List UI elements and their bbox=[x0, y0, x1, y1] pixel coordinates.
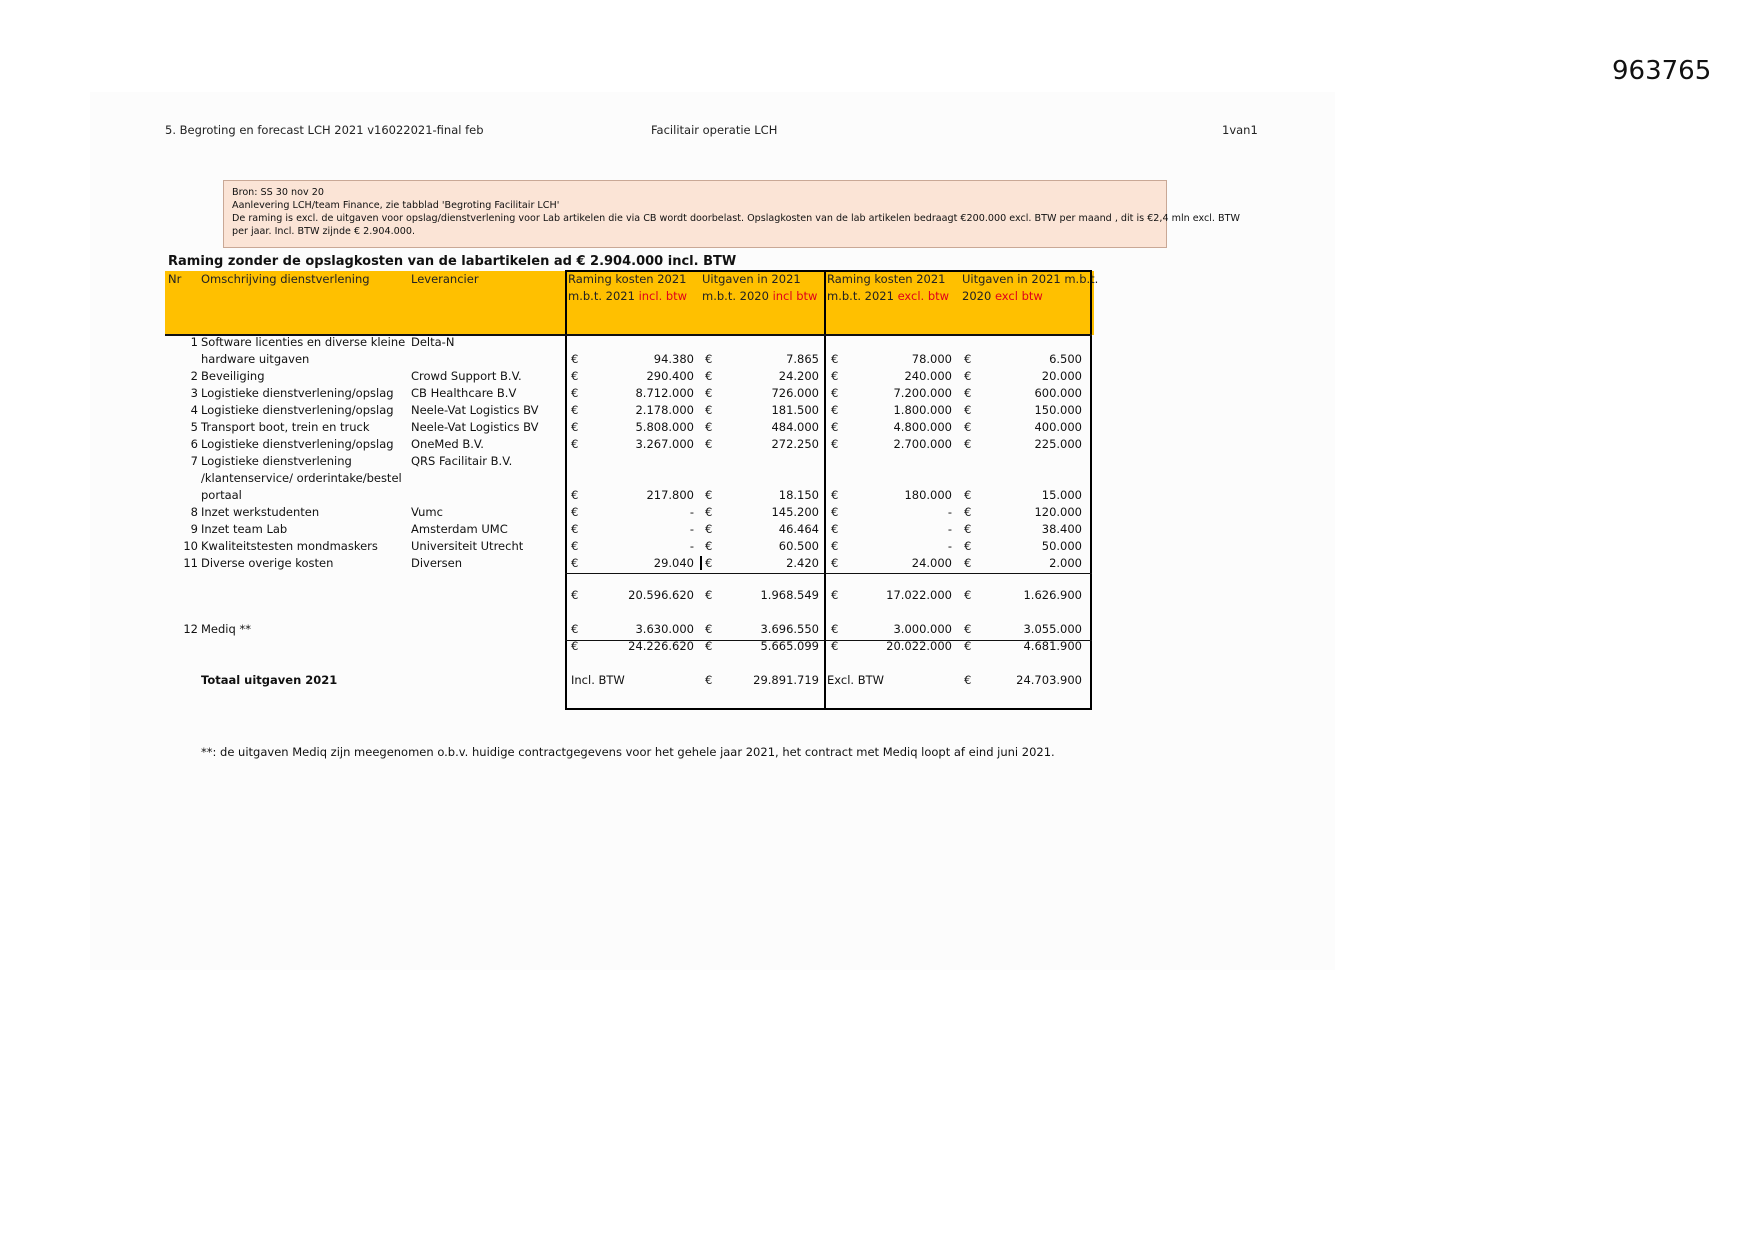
col-header-raming-excl-line2: m.b.t. 2021 excl. btw bbox=[827, 289, 950, 303]
row-euro-1: € bbox=[571, 352, 579, 366]
row-euro-3: € bbox=[831, 352, 839, 366]
subtotal-row bbox=[0, 587, 1100, 604]
table-row bbox=[0, 368, 1100, 385]
table-row bbox=[0, 538, 1100, 555]
row-description: /klantenservice/ orderintake/bestel bbox=[201, 471, 402, 485]
row-euro-3: € bbox=[831, 505, 839, 519]
mediq-euro-3: € bbox=[831, 622, 839, 636]
row-c4-value: 6.500 bbox=[1049, 352, 1082, 366]
row-euro-1: € bbox=[571, 403, 579, 417]
note-line-2: Aanlevering LCH/team Finance, zie tabblad 'Begroting Facilitair LCH' bbox=[232, 200, 560, 211]
mediq-euro-4: € bbox=[964, 622, 972, 636]
table-row bbox=[0, 453, 1100, 504]
note-line-3: De raming is excl. de uitgaven voor opslag/dienstverlening voor Lab artikelen die via CB wordt doorbelast. Opslagkosten van de lab artikelen bedraagt €200.000 excl. BTW per maand , dit is €2,4 mln excl. BTW bbox=[232, 213, 1240, 224]
row-euro-3: € bbox=[831, 539, 839, 553]
row-description: Software licenties en diverse kleine bbox=[201, 335, 406, 349]
row-c3-value: 78.000 bbox=[911, 352, 952, 366]
mediq-c1-value: 3.630.000 bbox=[635, 622, 694, 636]
row-euro-4: € bbox=[964, 522, 972, 536]
row-number: 2 bbox=[190, 369, 198, 383]
row-c3-value: 7.200.000 bbox=[893, 386, 952, 400]
row-description: Logistieke dienstverlening/opslag bbox=[201, 386, 394, 400]
row-euro-3: € bbox=[831, 403, 839, 417]
table-row bbox=[0, 504, 1100, 521]
row-euro-2: € bbox=[705, 369, 713, 383]
row-description: portaal bbox=[201, 488, 242, 502]
row-euro-3: € bbox=[831, 386, 839, 400]
mediq-row bbox=[0, 621, 1100, 638]
row-c4-value: 600.000 bbox=[1034, 386, 1082, 400]
row-euro-2: € bbox=[705, 352, 713, 366]
grand-total-excl-label: Excl. BTW bbox=[827, 673, 884, 687]
total-row bbox=[0, 638, 1100, 655]
row-c1-value: 8.712.000 bbox=[635, 386, 694, 400]
row-c2-value: 272.250 bbox=[771, 437, 819, 451]
table-row bbox=[0, 555, 1100, 572]
row-euro-1: € bbox=[571, 556, 579, 570]
row-euro-1: € bbox=[571, 369, 579, 383]
row-euro-1: € bbox=[571, 539, 579, 553]
row-supplier: Amsterdam UMC bbox=[411, 522, 508, 536]
subtotal-euro-4: € bbox=[964, 588, 972, 602]
row-c3-value: - bbox=[947, 539, 952, 553]
mediq-c2-value: 3.696.550 bbox=[760, 622, 819, 636]
row-number: 6 bbox=[190, 437, 198, 451]
row-c4-value: 15.000 bbox=[1041, 488, 1082, 502]
header-filename: 5. Begroting en forecast LCH 2021 v16022021-final feb bbox=[165, 123, 484, 137]
row-supplier: Crowd Support B.V. bbox=[411, 369, 522, 383]
row-c3-value: - bbox=[947, 505, 952, 519]
source-note bbox=[223, 180, 1240, 248]
row-description: Logistieke dienstverlening bbox=[201, 454, 352, 468]
row-amounts bbox=[0, 402, 1100, 419]
row-c2-value: 7.865 bbox=[786, 352, 819, 366]
row-euro-1: € bbox=[571, 505, 579, 519]
row-euro-2: € bbox=[705, 420, 713, 434]
row-description: Beveiliging bbox=[201, 369, 265, 383]
table-title: Raming zonder de opslagkosten van de labartikelen ad € 2.904.000 incl. BTW bbox=[168, 254, 737, 269]
row-c3-value: - bbox=[947, 522, 952, 536]
row-c3-value: 4.800.000 bbox=[893, 420, 952, 434]
row-amounts bbox=[0, 538, 1100, 555]
header-page-number: 1van1 bbox=[1222, 123, 1258, 137]
row-c4-value: 225.000 bbox=[1034, 437, 1082, 451]
subtotal-top-border bbox=[565, 573, 1092, 574]
row-euro-3: € bbox=[831, 420, 839, 434]
row-c2-value: 60.500 bbox=[778, 539, 819, 553]
row-euro-4: € bbox=[964, 386, 972, 400]
grand-total-incl-label: Incl. BTW bbox=[571, 673, 625, 687]
mediq-c3-value: 3.000.000 bbox=[893, 622, 952, 636]
row-c1-value: 217.800 bbox=[646, 488, 694, 502]
total-euro-4: € bbox=[964, 639, 972, 653]
table-row bbox=[0, 419, 1100, 436]
row-c4-value: 38.400 bbox=[1041, 522, 1082, 536]
grand-total-incl-value: 29.891.719 bbox=[753, 673, 819, 687]
row-euro-4: € bbox=[964, 556, 972, 570]
col-header-omschrijving: Omschrijving dienstverlening bbox=[201, 272, 370, 286]
total-c4-value: 4.681.900 bbox=[1023, 639, 1082, 653]
row-description: Inzet werkstudenten bbox=[201, 505, 320, 519]
row-euro-4: € bbox=[964, 369, 972, 383]
row-description: Logistieke dienstverlening/opslag bbox=[201, 437, 394, 451]
col-header-nr: Nr bbox=[168, 272, 182, 286]
row-euro-3: € bbox=[831, 437, 839, 451]
subtotal-c2-value: 1.968.549 bbox=[760, 588, 819, 602]
row-number: 8 bbox=[190, 505, 198, 519]
col-header-raming-incl-line2: m.b.t. 2021 incl. btw bbox=[568, 289, 688, 303]
row-c2-value: 46.464 bbox=[778, 522, 819, 536]
row-c4-value: 20.000 bbox=[1041, 369, 1082, 383]
row-euro-4: € bbox=[964, 437, 972, 451]
row-supplier: Neele-Vat Logistics BV bbox=[411, 403, 539, 417]
row-c1-value: 2.178.000 bbox=[635, 403, 694, 417]
row-description: Logistieke dienstverlening/opslag bbox=[201, 403, 394, 417]
col-header-uitgaven-excl-line2: 2020 excl btw bbox=[962, 289, 1043, 303]
total-euro-1: € bbox=[571, 639, 579, 653]
row-c2-value: 145.200 bbox=[771, 505, 819, 519]
row-description: Diverse overige kosten bbox=[201, 556, 334, 570]
table-row bbox=[0, 402, 1100, 419]
row-euro-2: € bbox=[705, 386, 713, 400]
row-euro-3: € bbox=[831, 488, 839, 502]
subtotal-c4-value: 1.626.900 bbox=[1023, 588, 1082, 602]
row-euro-4: € bbox=[964, 420, 972, 434]
row-c3-value: 1.800.000 bbox=[893, 403, 952, 417]
header-sheet-name: Facilitair operatie LCH bbox=[651, 123, 778, 137]
col-header-uitgaven-excl-line1: Uitgaven in 2021 m.b.t. bbox=[962, 272, 1099, 286]
row-euro-1: € bbox=[571, 488, 579, 502]
total-euro-2: € bbox=[705, 639, 713, 653]
row-euro-2: € bbox=[705, 505, 713, 519]
row-c2-value: 2.420 bbox=[786, 556, 819, 570]
row-c2-value: 24.200 bbox=[778, 369, 819, 383]
row-number: 10 bbox=[183, 539, 198, 553]
grand-total-excl-value: 24.703.900 bbox=[1016, 673, 1082, 687]
grand-total-row bbox=[0, 672, 1100, 689]
table-row bbox=[0, 521, 1100, 538]
row-euro-3: € bbox=[831, 556, 839, 570]
row-description: Inzet team Lab bbox=[201, 522, 288, 536]
row-c1-value: - bbox=[689, 522, 694, 536]
grand-total-label: Totaal uitgaven 2021 bbox=[201, 673, 338, 687]
row-euro-4: € bbox=[964, 488, 972, 502]
row-number: 3 bbox=[190, 386, 198, 400]
row-c2-value: 18.150 bbox=[778, 488, 819, 502]
row-euro-3: € bbox=[831, 522, 839, 536]
row-c2-value: 726.000 bbox=[771, 386, 819, 400]
document-number: 963765 bbox=[1612, 56, 1712, 86]
row-amounts bbox=[0, 419, 1100, 436]
row-c1-value: 5.808.000 bbox=[635, 420, 694, 434]
row-c3-value: 2.700.000 bbox=[893, 437, 952, 451]
mediq-euro-2: € bbox=[705, 622, 713, 636]
row-euro-1: € bbox=[571, 522, 579, 536]
table-row bbox=[0, 385, 1100, 402]
row-c1-value: 29.040 bbox=[653, 556, 694, 570]
row-c4-value: 2.000 bbox=[1049, 556, 1082, 570]
subtotal-c3-value: 17.022.000 bbox=[886, 588, 952, 602]
row-number: 1 bbox=[190, 335, 198, 349]
row-euro-2: € bbox=[705, 437, 713, 451]
row-number: 11 bbox=[183, 556, 198, 570]
row-amounts bbox=[0, 368, 1100, 385]
col-header-raming-excl-line1: Raming kosten 2021 bbox=[827, 272, 946, 286]
row-euro-2: € bbox=[705, 539, 713, 553]
row-number: 4 bbox=[190, 403, 198, 417]
footnote: **: de uitgaven Mediq zijn meegenomen o.b.v. huidige contractgegevens voor het gehele jaar 2021, het contract met Mediq loopt af eind juni 2021. bbox=[201, 745, 1055, 759]
row-c1-value: - bbox=[689, 505, 694, 519]
row-number: 9 bbox=[190, 522, 198, 536]
row-supplier: Vumc bbox=[411, 505, 443, 519]
row-number: 5 bbox=[190, 420, 198, 434]
row-c3-value: 240.000 bbox=[904, 369, 952, 383]
grand-total-incl-euro: € bbox=[705, 673, 713, 687]
row-c1-value: 94.380 bbox=[653, 352, 694, 366]
mediq-c4-value: 3.055.000 bbox=[1023, 622, 1082, 636]
note-line-4: per jaar. Incl. BTW zijnde € 2.904.000. bbox=[232, 226, 416, 237]
row-supplier: CB Healthcare B.V bbox=[411, 386, 517, 400]
row-supplier: QRS Facilitair B.V. bbox=[411, 454, 513, 468]
mediq-euro-1: € bbox=[571, 622, 579, 636]
row-c4-value: 400.000 bbox=[1034, 420, 1082, 434]
total-c1-value: 24.226.620 bbox=[628, 639, 694, 653]
row-euro-2: € bbox=[705, 522, 713, 536]
row-euro-2: € bbox=[705, 403, 713, 417]
subtotal-c1-value: 20.596.620 bbox=[628, 588, 694, 602]
row-description: hardware uitgaven bbox=[201, 352, 310, 366]
row-supplier: OneMed B.V. bbox=[411, 437, 484, 451]
row-description: Mediq ** bbox=[201, 622, 251, 636]
row-c3-value: 180.000 bbox=[904, 488, 952, 502]
row-euro-1: € bbox=[571, 386, 579, 400]
row-c2-value: 484.000 bbox=[771, 420, 819, 434]
row-c4-value: 150.000 bbox=[1034, 403, 1082, 417]
grand-total-excl-euro: € bbox=[964, 673, 972, 687]
table-row bbox=[0, 436, 1100, 453]
row-amounts bbox=[0, 521, 1100, 538]
row-amounts bbox=[0, 555, 1100, 572]
row-supplier: Delta-N bbox=[411, 335, 455, 349]
row-c1-value: 3.267.000 bbox=[635, 437, 694, 451]
row-c3-value: 24.000 bbox=[911, 556, 952, 570]
row-euro-2: € bbox=[705, 488, 713, 502]
row-c4-value: 50.000 bbox=[1041, 539, 1082, 553]
row-amounts bbox=[0, 487, 1100, 504]
subtotal-euro-3: € bbox=[831, 588, 839, 602]
table-row bbox=[0, 334, 1100, 368]
row-description: Kwaliteitstesten mondmaskers bbox=[201, 539, 378, 553]
row-euro-4: € bbox=[964, 505, 972, 519]
note-line-1: Bron: SS 30 nov 20 bbox=[232, 187, 324, 198]
row-amounts bbox=[0, 504, 1100, 521]
row-amounts bbox=[0, 385, 1100, 402]
row-euro-4: € bbox=[964, 352, 972, 366]
total-c3-value: 20.022.000 bbox=[886, 639, 952, 653]
row-number: 7 bbox=[190, 454, 198, 468]
row-c2-value: 181.500 bbox=[771, 403, 819, 417]
col-header-raming-incl-line1: Raming kosten 2021 bbox=[568, 272, 687, 286]
total-c2-value: 5.665.099 bbox=[760, 639, 819, 653]
row-number: 12 bbox=[183, 622, 198, 636]
row-supplier: Diversen bbox=[411, 556, 463, 570]
row-euro-1: € bbox=[571, 420, 579, 434]
row-euro-4: € bbox=[964, 403, 972, 417]
row-c4-value: 120.000 bbox=[1034, 505, 1082, 519]
col-header-leverancier: Leverancier bbox=[411, 272, 479, 286]
subtotal-euro-1: € bbox=[571, 588, 579, 602]
row-amounts bbox=[0, 351, 1100, 368]
col-header-uitgaven-incl-line1: Uitgaven in 2021 bbox=[702, 272, 801, 286]
row-c1-value: 290.400 bbox=[646, 369, 694, 383]
row-amounts bbox=[0, 436, 1100, 453]
row-c1-value: - bbox=[689, 539, 694, 553]
subtotal-euro-2: € bbox=[705, 588, 713, 602]
col-header-uitgaven-incl-line2: m.b.t. 2020 incl btw bbox=[702, 289, 818, 303]
row-euro-1: € bbox=[571, 437, 579, 451]
row-euro-2: € bbox=[705, 556, 713, 570]
row-supplier: Neele-Vat Logistics BV bbox=[411, 420, 539, 434]
row-euro-4: € bbox=[964, 539, 972, 553]
row-euro-3: € bbox=[831, 369, 839, 383]
row-description: Transport boot, trein en truck bbox=[201, 420, 370, 434]
total-euro-3: € bbox=[831, 639, 839, 653]
row-supplier: Universiteit Utrecht bbox=[411, 539, 524, 553]
